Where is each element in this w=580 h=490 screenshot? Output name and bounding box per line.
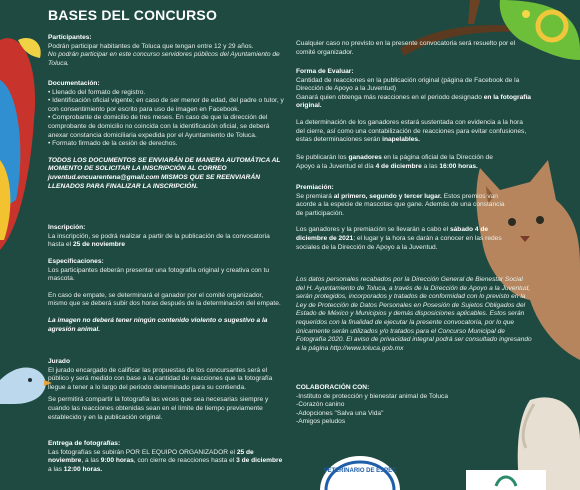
page-title: BASES DEL CONCURSO: [48, 7, 218, 23]
colaboracion-item: -Corazón canino: [296, 401, 345, 409]
colaboracion-heading: COLABORACIÓN CON:: [296, 384, 370, 391]
premiacion-heading: Premiación:: [296, 184, 334, 191]
privacidad-text: Los datos personales recabados por la Dirección General de Bienestar Social del H. Ayuntamiento de Toluca, a través de la Dirección de Apoyo a la Juventud, serán protegidos, incorporados y tratados de conformidad con lo previsto en la Ley de Protección de Datos Personales en Posesión de Sujetos Obligados del Estado de México y Municipios y demás disposiciones aplicables. Estos serán requeridos con la finalidad de ejecutar la presente convocatoria, por lo que únicamente serán utilizados y/o tratados para el Concurso Municipal de Fotografía 2020. El aviso de privacidad integral podrá ser consultado ingresando a la página http://www.toluca.gob.mx: [296, 276, 532, 352]
participantes-line2: No podrán participar en este concurso servidores públicos del Ayuntamiento de Toluca.: [48, 51, 280, 67]
participantes-section: [48, 34, 284, 68]
documentacion-notice: TODOS LOS DOCUMENTOS SE ENVIARÁN DE MANERA AUTOMÁTICA AL MOMENTO DE SOLICITAR LA INSCRIPCIÓN AL CORREO juventud.encuarentena@gmail.com MISMOS QUE SE REENVIARÁN LLENADOS PARA FINALIZAR LA INSCRIPCIÓN.: [48, 156, 281, 190]
colaboracion-section: [296, 384, 532, 427]
inscripcion-section: [48, 224, 284, 250]
evaluar-p1: Cantidad de reacciones en la publicación original (página de Facebook de la Dirección de Apoyo a la Juventud): [296, 76, 520, 93]
colaboracion-item: -Adopciones "Salva una Vida": [296, 409, 384, 417]
premiacion-section: [296, 184, 508, 252]
veterinario-logo: [318, 456, 402, 490]
especificaciones-section: [48, 258, 284, 334]
colaboracion-item: -Amigos peludos: [296, 418, 346, 426]
documentacion-heading: Documentación:: [48, 80, 100, 87]
participantes-heading: Participantes:: [48, 34, 92, 41]
inscripcion-heading: Inscripción:: [48, 224, 86, 231]
documentacion-item: • Comprobante de domicilio de tres meses. En caso de que la dirección del comprobante de domicilio no coincida con la identificación oficial, se deberá anexar constancia domiciliaria expedida por el Ayuntamiento de Toluca.: [48, 114, 270, 139]
premiacion-p2: Los ganadores y la premiación se llevarán a cabo el sábado 4 de diciembre de 2021; el lugar y la hora se darán a conocer en las redes sociales de la Dirección de Apoyo a la Juventud.: [296, 226, 502, 251]
documentacion-item: • Identificación oficial vigente; en caso de ser menor de edad, del padre o tutor, y con consentimiento por escrito para uso de imagen en Facebook.: [48, 97, 284, 113]
evaluar-p2: Ganará quien obtenga más reacciones en el periodo designado en la fotografía original.: [296, 93, 531, 110]
jurado-p1: El jurado encargado de calificar las propuestas de los concursantes será el público y será medido con base a la cantidad de reacciones que la fotografía llegue a tener a lo largo del periodo determinado para su contienda.: [48, 366, 273, 391]
documentacion-section: [48, 80, 284, 191]
jurado-heading: Jurado: [48, 358, 70, 365]
inscripcion-date: 25 de noviembre: [72, 241, 125, 249]
entrega-text: Las fotografías se subirán POR EL EQUIPO ORGANIZADOR el 25 de noviembre, a las 9:00 horas, con cierre de reacciones hasta el 3 de diciembre a las 12:00 horas.: [48, 448, 283, 473]
participantes-line1: Podrán participar habitantes de Toluca que tengan entre 12 y 29 años.: [48, 42, 254, 50]
entrega-heading: Entrega de fotografías:: [48, 440, 121, 447]
especificaciones-p2: En caso de empate, se determinará el ganador por el comité organizador, mismo que se deberá subir dos horas después de la determinación del empate.: [48, 291, 281, 308]
inscripcion-text: La inscripción, se podrá realizar a partir de la publicación de la convocatoria hasta el 25 de noviembre: [48, 232, 270, 249]
jurado-section: [48, 358, 284, 422]
partner-logo: [466, 470, 546, 490]
evaluar-heading: Forma de Evaluar:: [296, 68, 354, 75]
premiacion-p1: Se premiará al primero, segundo y tercer lugar. Estos premios van acorde a la especie de mascotas que gane. Además de una constancia de participación.: [296, 192, 505, 217]
publicacion-text: Se publicarán los ganadores en la página oficial de la Dirección de Apoyo a la Juventud el día 4 de diciembre a las 16:00 horas.: [296, 154, 493, 170]
documentacion-item: • Llenado del formato de registro.: [48, 88, 146, 96]
documentacion-list: [48, 89, 284, 149]
documentacion-item: • Formato firmado de la cesión de derechos.: [48, 140, 178, 148]
veterinario-logo-text: VETERINARIO DE ESPEC: [323, 468, 397, 474]
evaluar-p3: La determinación de los ganadores estará sustentada con evidencia a la hora del cierre, así como una contabilización de reacciones para evitar confusiones, estas determinaciones serán inapelables.: [296, 118, 527, 144]
jurado-p2: Se permitirá compartir la fotografía las veces que sea necesarias siempre y cuando las reacciones obtenidas sean en el límite de tiempo previamente establecido y en la publicación original.: [48, 396, 269, 421]
especificaciones-heading: Especificaciones:: [48, 258, 104, 265]
evaluar-section: [296, 68, 532, 145]
colaboracion-item: -Instituto de protección y bienestar animal de Toluca: [296, 392, 448, 400]
entrega-section: [48, 440, 284, 474]
especificaciones-p3: La imagen no deberá tener ningún contenido violento o sugestivo a la agresión animal.: [48, 316, 268, 333]
especificaciones-p1: Los participantes deberán presentar una fotografía original y creativa con tu mascota.: [48, 266, 270, 283]
caso-text: Cualquier caso no previsto en la presente convocatoria será resuelto por el comité organizador.: [296, 40, 516, 56]
